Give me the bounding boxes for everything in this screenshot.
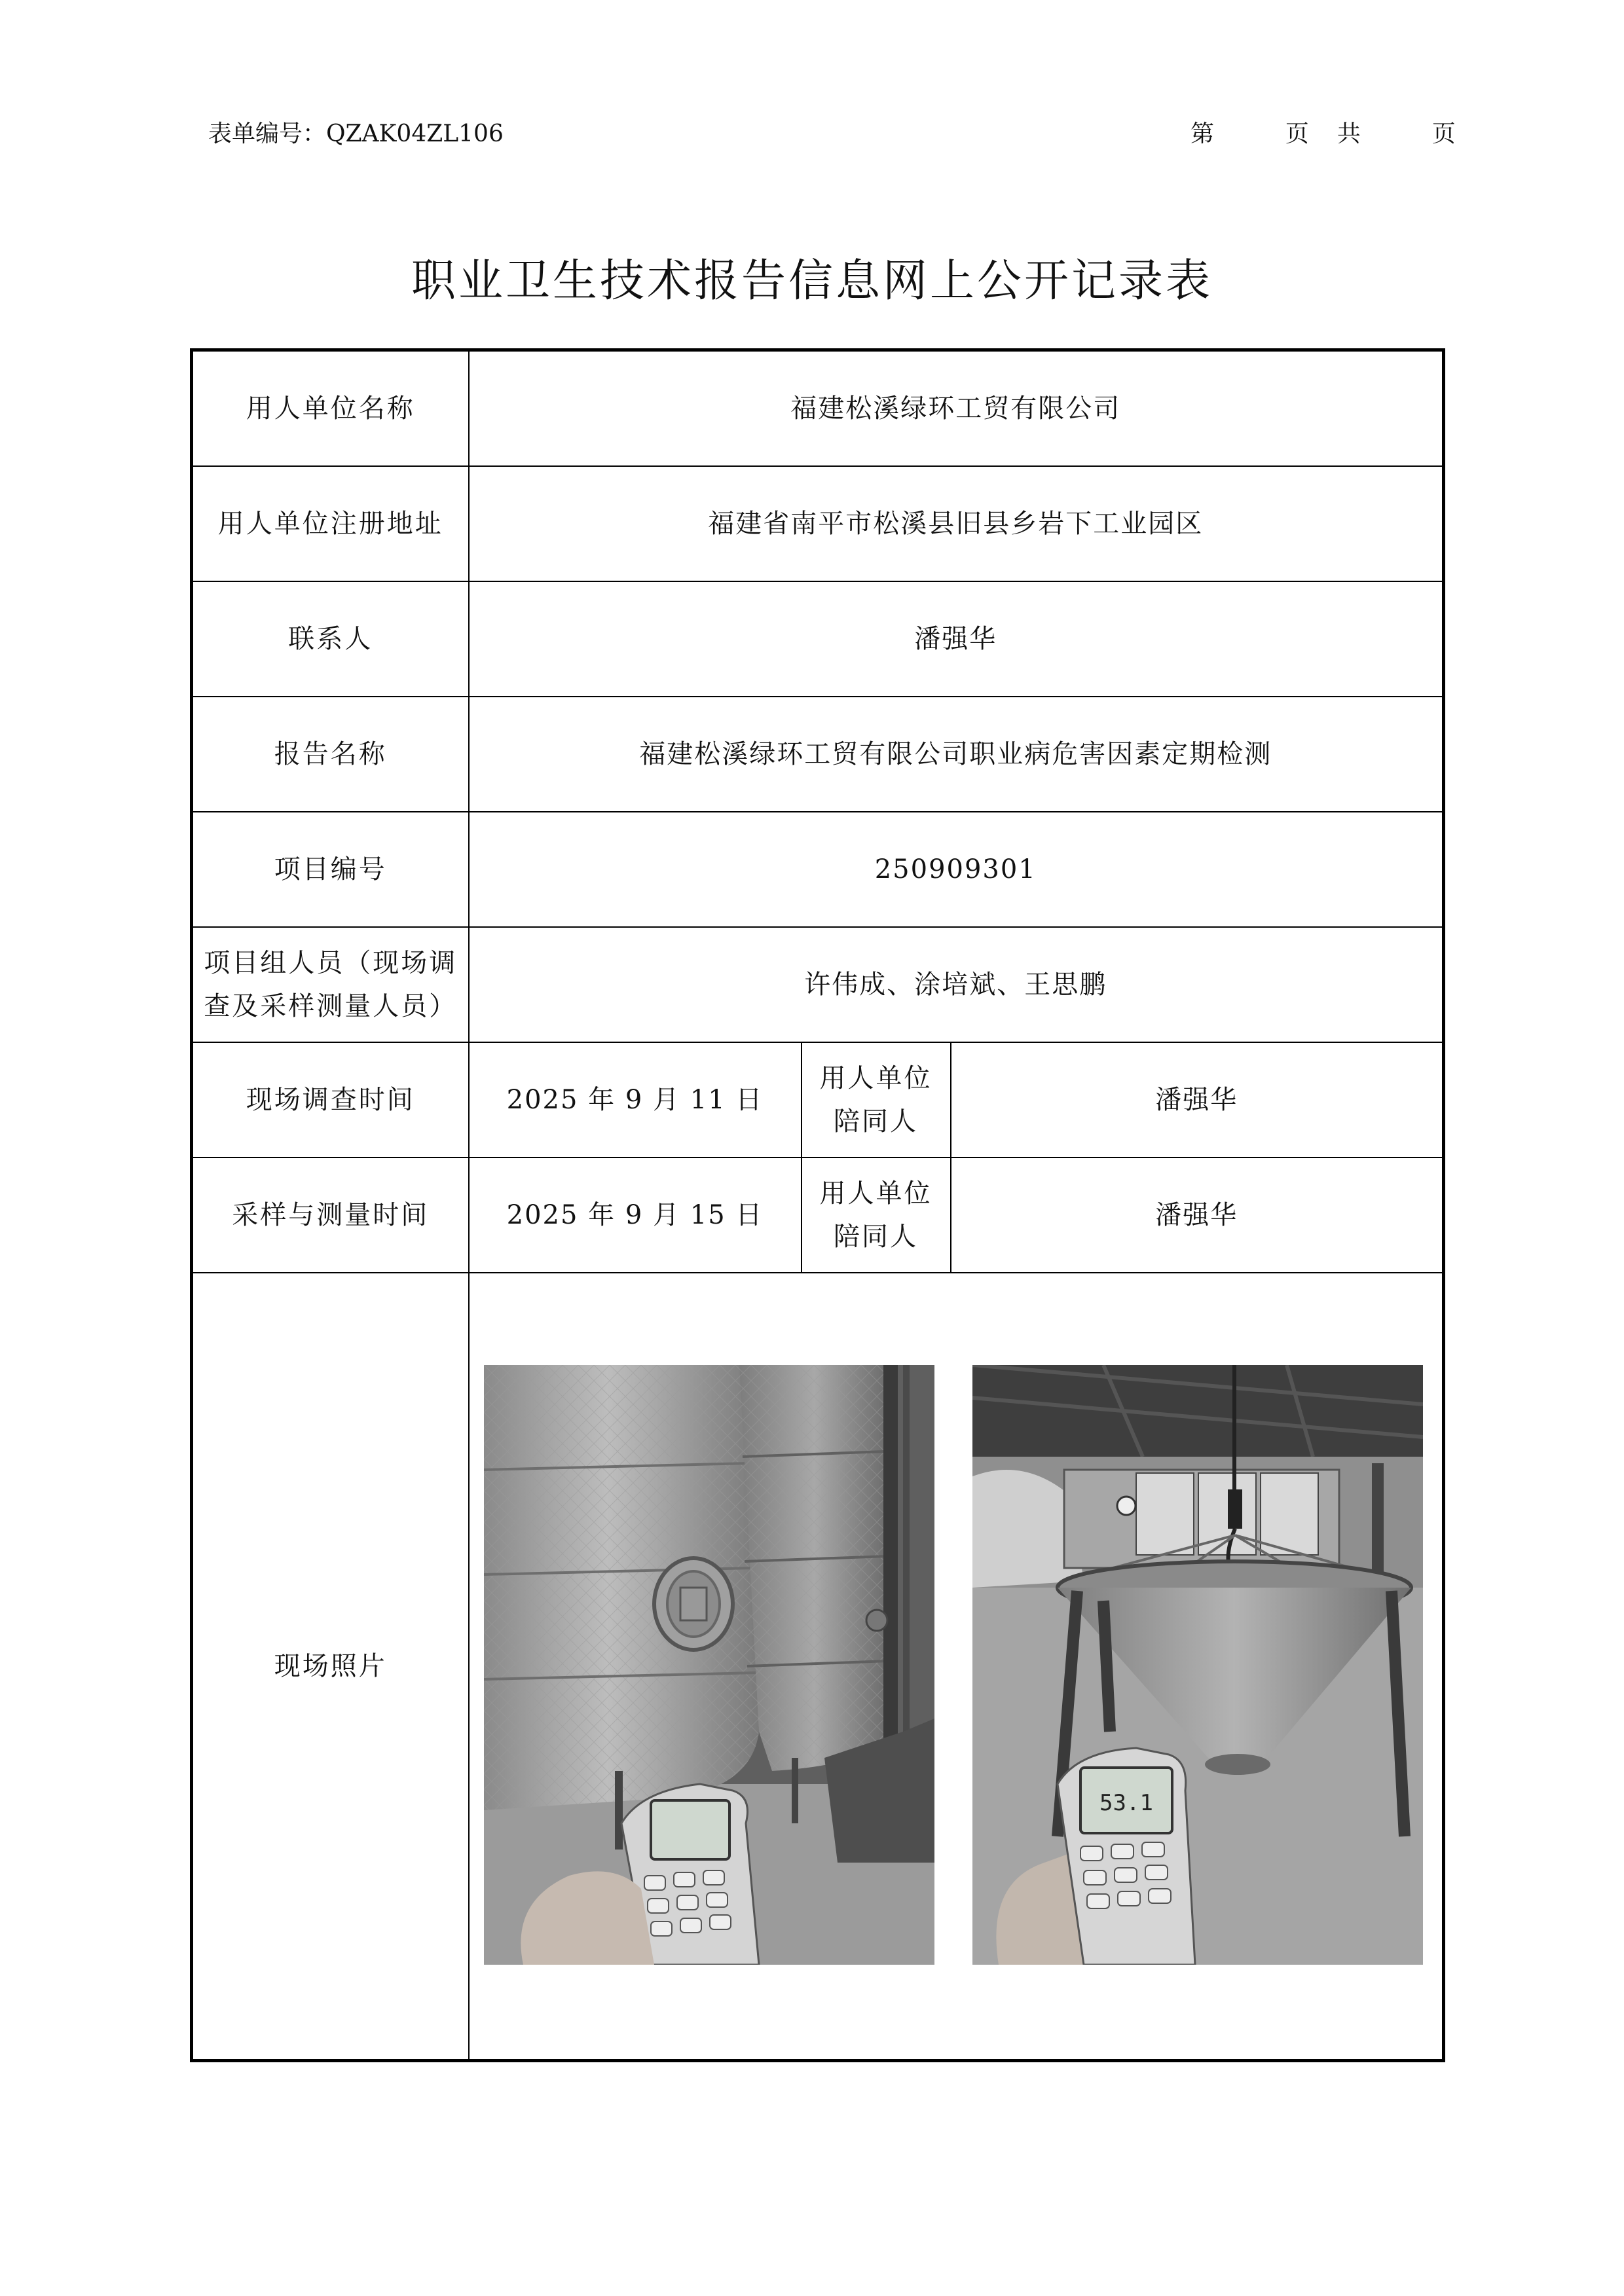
page-title: 职业卫生技术报告信息网上公开记录表 [411,255,1213,307]
page-ye-total: 页 [1431,120,1457,147]
address-label: 用人单位注册地址 [192,466,469,581]
row-address [192,466,1444,581]
page-ye: 页 [1285,120,1310,147]
row-photos [192,1273,1444,2061]
site-photo-tanks [484,1365,934,1965]
sampling-escort-label [802,1157,951,1273]
row-contact [192,581,1444,697]
sampling-date: 2025 年 9 月 15 日 [469,1157,802,1273]
row-project-no [192,812,1444,927]
row-report-name [192,697,1444,812]
photos-area [470,1273,1443,2059]
row-sampling [192,1157,1444,1273]
site-photo-hopper [972,1365,1423,1965]
sampling-label: 采样与测量时间 [192,1157,469,1273]
sampling-escort-value: 潘强华 [951,1157,1444,1273]
survey-escort-value: 潘强华 [951,1042,1444,1157]
row-team [192,927,1444,1042]
report-name-label: 报告名称 [192,697,469,812]
team-label-line2: 查及采样测量人员） [204,991,458,1021]
photos-label: 现场照片 [192,1273,469,2061]
row-unit-name [192,350,1444,466]
photos-cell [469,1273,1444,2061]
unit-name-value: 福建松溪绿环工贸有限公司 [469,350,1444,466]
row-survey [192,1042,1444,1157]
page-gong: 共 [1337,120,1362,147]
team-label-line1: 项目组人员（现场调 [204,947,458,978]
project-no-label: 项目编号 [192,812,469,927]
survey-escort-label [802,1042,951,1157]
project-no-value: 250909301 [469,812,1444,927]
page-number [1190,115,1457,149]
sampling-escort-label-line1: 用人单位 [819,1178,932,1209]
contact-value: 潘强华 [469,581,1444,697]
survey-escort-label-line2: 陪同人 [834,1106,918,1137]
survey-escort-label-line1: 用人单位 [819,1063,932,1093]
unit-name-label: 用人单位名称 [192,350,469,466]
contact-label: 联系人 [192,581,469,697]
record-table [190,348,1445,2062]
form-number: 表单编号：QZAK04ZL106 [208,120,504,147]
sampling-escort-label-line2: 陪同人 [834,1221,918,1252]
team-label [192,927,469,1042]
meter-reading: 53.1 [1099,1789,1153,1816]
report-name-value: 福建松溪绿环工贸有限公司职业病危害因素定期检测 [469,697,1444,812]
survey-label: 现场调查时间 [192,1042,469,1157]
address-value: 福建省南平市松溪县旧县乡岩下工业园区 [469,466,1444,581]
page-di: 第 [1190,120,1216,147]
survey-date: 2025 年 9 月 11 日 [469,1042,802,1157]
team-value: 许伟成、涂培斌、王思鹏 [469,927,1444,1042]
